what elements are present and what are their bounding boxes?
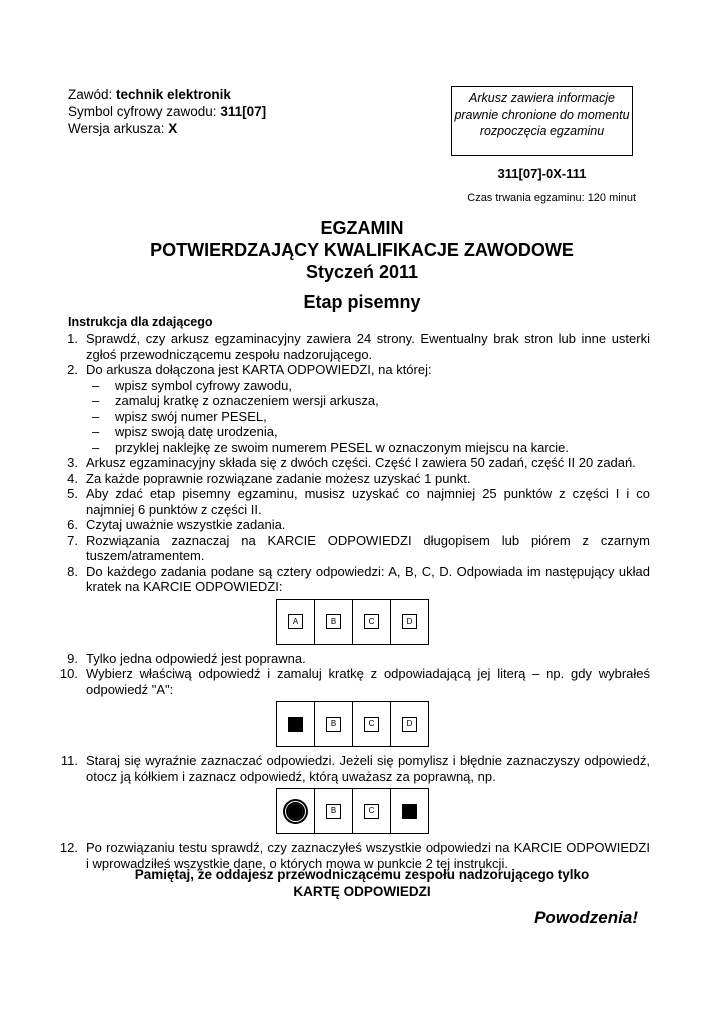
instructions-heading: Instrukcja dla zdającego: [68, 315, 213, 329]
list-item: 11. Staraj się wyraźnie zaznaczać odpowiedzi. Jeżeli się pomylisz i błędnie zaznaczyszy odpowiedź, otocz ją kółkiem i zaznacz odpowiedź, którą uważasz za poprawną, np.: [60, 753, 650, 784]
sub-item: – zamaluj kratkę z oznaczeniem wersji arkusza,: [92, 393, 379, 408]
version-label: Wersja arkusza:: [68, 121, 165, 136]
symbol-value: 311[07]: [220, 104, 267, 119]
answer-box-d: D: [402, 614, 417, 629]
answer-box-b: B: [326, 717, 341, 732]
good-luck: Powodzenia!: [534, 908, 638, 927]
answer-box-a: A: [288, 614, 303, 629]
sub-item: – przyklej naklejkę ze swoim numerem PESEL w oznaczonym miejscu na karcie.: [92, 439, 569, 455]
list-item: 7. Rozwiązania zaznaczaj na KARCIE ODPOWIEDZI długopisem lub piórem z czarnym tuszem/atramentem.: [67, 532, 650, 563]
list-item: 12. Po rozwiązaniu testu sprawdź, czy zaznaczyłeś wszystkie odpowiedzi na KARCIE ODPOWIEDZI i wprowadziłeś wszystkie dane, o których mowa w punkcie 2 tej instrukcji.: [59, 840, 650, 871]
reminder: Pamiętaj, że oddajesz przewodniczącemu zespołu nadzorującego tylko KARTĘ ODPOWIEDZI: [134, 867, 590, 899]
title-stage: Etap pisemny: [303, 292, 421, 312]
answer-box-d-filled: [402, 804, 417, 819]
answer-grid-example: [56, 599, 650, 645]
instructions-list: [56, 331, 650, 871]
symbol-label: Symbol cyfrowy zawodu:: [68, 104, 217, 119]
answer-box-a-circled: [288, 804, 303, 819]
exam-duration: Czas trwania egzaminu: 120 minut: [467, 192, 636, 204]
answer-grid-filled-example: [56, 701, 650, 747]
answer-box-c: C: [364, 804, 379, 819]
list-item: 5. Aby zdać etap pisemny egzaminu, musisz uzyskać co najmniej 25 punktów z części I i co najmniej 6 punktów z części II.: [67, 486, 650, 517]
list-item: 10. Wybierz właściwą odpowiedź i zamaluj kratkę z odpowiadającą jej literą – np. gdy wybrałeś odpowiedź "A":: [59, 666, 650, 697]
list-item: 3. Arkusz egzaminacyjny składa się z dwóch części. Część I zawiera 50 zadań, część II 20 zadań.: [67, 455, 636, 470]
answer-box-c: C: [364, 717, 379, 732]
list-item: 9. Tylko jedna odpowiedź jest poprawna.: [67, 650, 306, 666]
list-item: 2. Do arkusza dołączona jest KARTA ODPOWIEDZI, na której:: [67, 362, 432, 377]
profession-value: technik elektronik: [116, 87, 231, 102]
profession-label: Zawód:: [68, 87, 113, 102]
answer-box-d: D: [402, 717, 417, 732]
answer-grid-correction-example: [56, 788, 650, 834]
sheet-code: 311[07]-0X-111: [497, 166, 587, 181]
sub-item: – wpisz swoją datę urodzenia,: [92, 424, 278, 439]
title-date: Styczeń 2011: [305, 262, 419, 282]
sub-item: – wpisz symbol cyfrowy zawodu,: [92, 377, 292, 393]
sub-item: – wpisz swój numer PESEL,: [92, 408, 267, 424]
list-item: 4. Za każde poprawnie rozwiązane zadanie możesz uzyskać 1 punkt.: [67, 470, 471, 486]
list-item: 6. Czytaj uważnie wszystkie zadania.: [67, 517, 286, 532]
answer-box-a-filled: [288, 717, 303, 732]
title-qualification: POTWIERDZAJĄCY KWALIFIKACJE ZAWODOWE: [150, 240, 574, 260]
answer-box-b: B: [326, 614, 341, 629]
answer-box-b: B: [326, 804, 341, 819]
title-exam: EGZAMIN: [320, 218, 404, 238]
version-value: X: [168, 121, 178, 136]
list-item: 1. Sprawdź, czy arkusz egzaminacyjny zawiera 24 strony. Ewentualny brak stron lub inne usterki zgłoś przewodniczącemu zespołu nadzorującego.: [67, 331, 650, 362]
confidentiality-notice: Arkusz zawiera informacje prawnie chronione do momentu rozpoczęcia egzaminu: [451, 86, 633, 156]
answer-box-c: C: [364, 614, 379, 629]
exam-meta: [68, 86, 266, 137]
list-item: 8. Do każdego zadania podane są cztery odpowiedzi: A, B, C, D. Odpowiada im następujący układ kratek na KARCIE ODPOWIEDZI:: [67, 563, 650, 594]
